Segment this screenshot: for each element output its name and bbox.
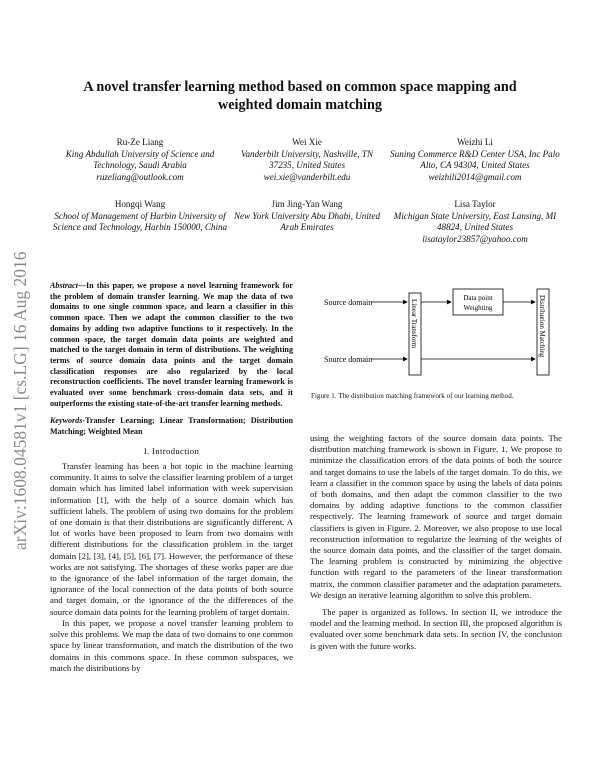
author-4 xyxy=(50,199,230,234)
abstract xyxy=(50,281,293,409)
paper-title: A novel transfer learning method based on common space mapping and weighted domain matching xyxy=(83,79,517,113)
author-email: weizhili2014@gmail.com xyxy=(428,172,522,183)
author-name: Ru-Ze Liang xyxy=(116,137,164,147)
author-name: Jim Jing-Yan Wang xyxy=(271,199,343,209)
section-heading: I. Introduction xyxy=(143,445,200,456)
author-5 xyxy=(228,199,386,234)
abstract-text: —In this paper, we propose a novel learning framework for the problem of domain transfer learning. We map the data of two domains to one single common space, and learn a classifier in this common space. Then we adapt the common classifier to the two domains by adding two adaptive functions to it respectively. In the common space, the target domain data points are weighted and matched to the target domain in term of distributions. The weighting terms of source domain data points and the target domain classification responses are also regularized by the local reconstruction coefficients. The novel transfer learning framework is evaluated over some benchmark cross-domain data sets, and it outperforms the existing state-of-the-art transfer learning methods. xyxy=(50,281,293,408)
author-affiliation: King Abdullah University of Science and Technology, Saudi Arabia xyxy=(65,148,215,171)
figure-1 xyxy=(309,287,561,387)
paragraph: Transfer learning has been a hot topic in the machine learning community. It aims to solve the classifier learning problem of a target domain which has limited label information with week supervision information [1], with the help of a source domain which has sufficient labels. The problem of using two domains for the problem of one domain is that their distributions are significantly different. A lot of works have been proposed to learn from two domains with different distributions for the classification problem in the target domain [2], [3], [4], [5], [6], [7]. However, the performance of these works are not satisfying. The shortages of these works paper are due to the ignorance of the label information of the target domain, the ignorance of the local connection of the data points of both source and target domain, or the ignorance of the the differences of the source domain data points for the learning problem of target domain. xyxy=(50,461,293,617)
author-3 xyxy=(390,137,560,184)
source-domain-top-label: Source domain xyxy=(324,298,373,307)
author-name: Weizhi Li xyxy=(457,137,493,147)
source-domain-bottom-label: Source domain xyxy=(324,355,373,364)
author-affiliation: New York University Abu Dhabi, United Arab Emirates xyxy=(233,210,380,233)
weighting-label-line1: Data point xyxy=(463,294,493,302)
keywords-lead: Keywords xyxy=(50,416,83,426)
author-affiliation: Suning Commerce R&D Center USA, Inc Palo Alto, CA 94304, United States xyxy=(390,148,560,171)
author-1 xyxy=(50,137,230,184)
figure-caption: Figure 1. The distribution matching framework of our learning method. xyxy=(311,392,514,400)
linear-transform-label: Linear Transform xyxy=(410,299,418,349)
author-affiliation: Vanderbilt University, Nashville, TN 37235, United States xyxy=(240,148,374,171)
author-name: Wei Xie xyxy=(292,137,322,147)
author-email: wei.xie@vanderbilt.edu xyxy=(263,172,351,183)
author-name: Lisa Taylor xyxy=(454,199,496,209)
left-column xyxy=(50,281,293,674)
distribution-matching-label: Distribution Matching xyxy=(538,295,546,358)
author-email: ruzeliang@outlook.com xyxy=(96,172,184,183)
arxiv-stamp-text: arXiv:1608.04581v1 [cs.LG] 16 Aug 2016 xyxy=(10,251,30,550)
author-6 xyxy=(390,199,560,246)
paragraph: The paper is organized as follows. In section II, we introduce the model and the learning method. In section III, the proposed algorithm is evaluated over some benchmark data sets. In section IV, the conclusion is given with the future works. xyxy=(310,607,562,651)
keywords xyxy=(50,416,293,437)
author-affiliation: Michigan State University, East Lansing, MI 48824, United States xyxy=(393,210,557,233)
right-column xyxy=(310,433,562,652)
author-name: Hongqi Wang xyxy=(114,199,166,209)
author-affiliation: School of Management of Harbin University of Science and Technology, Harbin 150000, China xyxy=(52,210,228,233)
abstract-lead: Abstract xyxy=(50,281,78,290)
weighting-label-line2: Weighting xyxy=(463,304,493,312)
author-2 xyxy=(228,137,386,184)
author-email: lisataylor23857@yahoo.com xyxy=(422,234,528,245)
arxiv-stamp xyxy=(8,180,32,560)
paragraph: In this paper, we propose a novel transfer learning problem to solve this problems. We map the data of two domains to one common space by linear transformation, and match the distribution of the two domains in this commons space. In these common subspaces, we match the distributions by xyxy=(50,617,293,673)
keywords-text: -Transfer Learning; Linear Transformation; Distribution Matching; Weighted Mean xyxy=(50,416,293,437)
paragraph: using the weighting factors of the source domain data points. The distribution matching framework is shown in Figure. 1. We propose to minimize the classification errors of the data points of both the source and target domains to use the labels of the target domain. To do this, we learn a classifier in the common space by using the labels of data points of both domains, and then adapt the common classifier to the two domains by adding adaptive functions to the common classifier respectively. The learning framework of source and target domain classifiers is given in Figure. 2. Moreover, we also propose to use local reconstruction information to regularize the learning of the weights of the source domain data points, and the classifier of the target domain. The learning problem is constructed by minimizing the objective function with regard to the parameters of the linear transformation matrix, the common classifier parameter and the adaptation parameters. We design an iterative learning algorithm to solve this problem. xyxy=(310,433,562,600)
